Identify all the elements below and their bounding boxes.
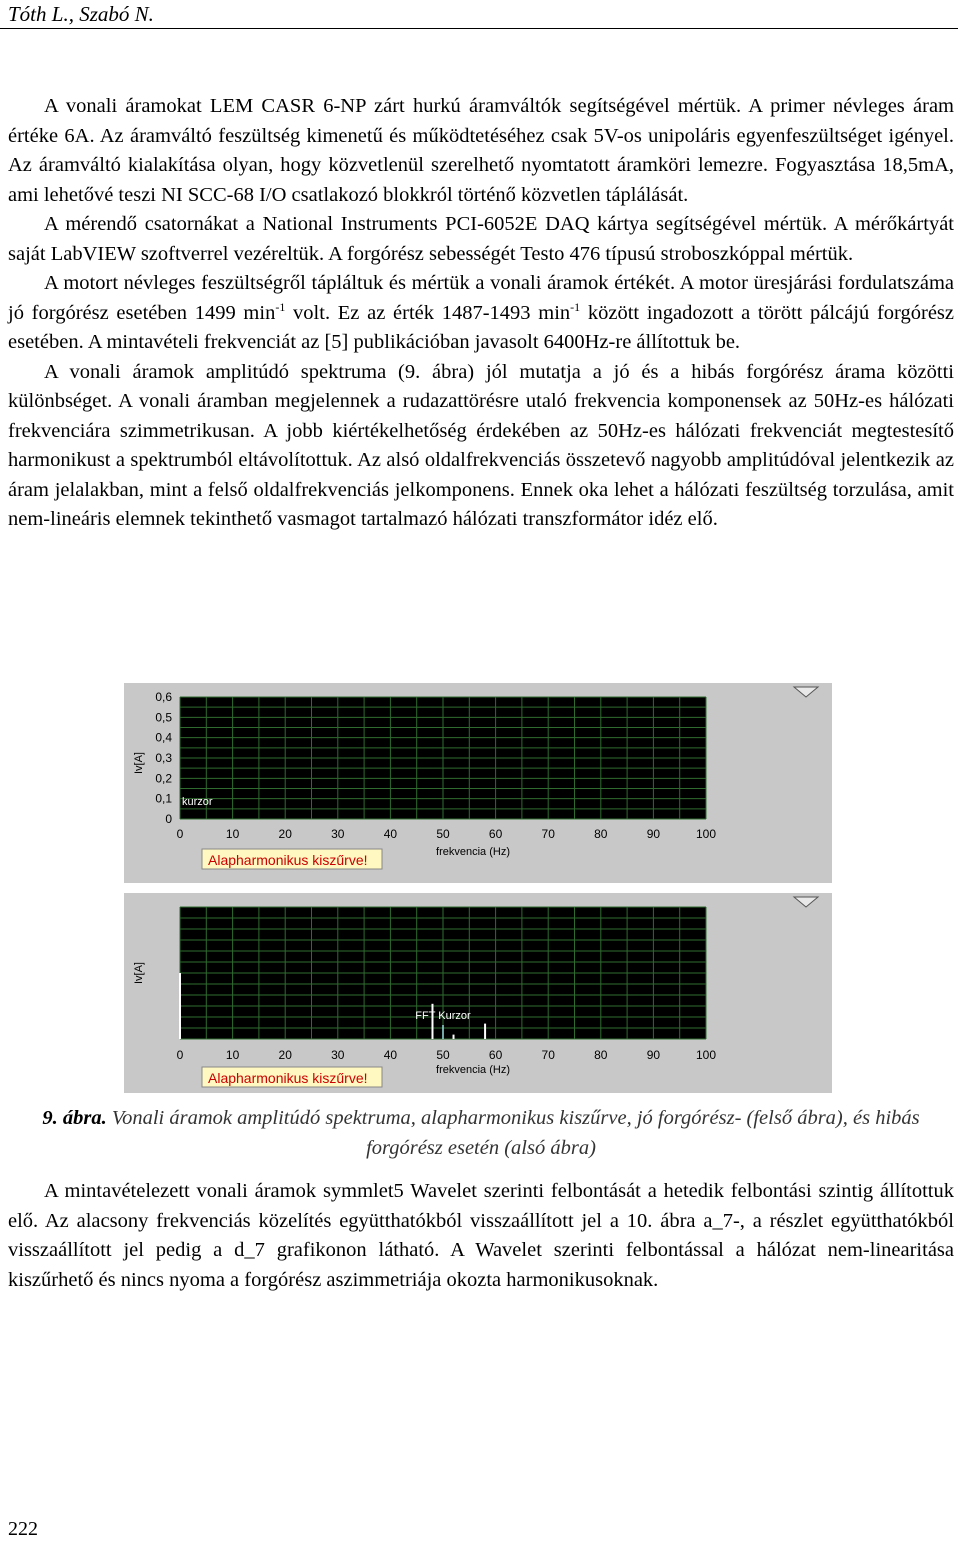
paragraph-3: [8, 269, 954, 358]
paragraph-2: A mérendő csatornákat a National Instruments PCI-6052E DAQ kártya segítségével mértük. A mérőkártyát saját LabVIEW szoftverrel vezéreltük. A forgórész sebességét Testo 476 típusú stroboszkóppal mértük.: [8, 213, 954, 265]
cursor-label: FFT Kurzor: [415, 1010, 471, 1022]
x-tick-label: 30: [331, 1048, 345, 1062]
superscript-2: -1: [570, 299, 581, 314]
x-tick-label: 80: [594, 1048, 608, 1062]
x-axis-label: frekvencia (Hz): [436, 1064, 510, 1076]
x-tick-label: 20: [278, 827, 292, 841]
x-tick-label: 50: [436, 1048, 450, 1062]
body-text-top: [8, 92, 954, 535]
caption-text: Vonali áramok amplitúdó spektruma, alapharmonikus kiszűrve, jó forgórész- (felső ábra), és hibás forgórész esetén (alsó ábra): [111, 1107, 920, 1159]
running-header: Tóth L., Szabó N.: [8, 2, 154, 26]
x-tick-label: 100: [695, 1048, 717, 1062]
x-tick-label: 60: [488, 827, 503, 841]
superscript-1: -1: [275, 299, 286, 314]
warning-text: Alapharmonikus kiszűrve!: [208, 852, 368, 868]
page-number: 222: [8, 1518, 38, 1540]
figure-caption: [8, 1103, 954, 1163]
header-rule: [0, 28, 958, 29]
caption-label: 9. ábra.: [42, 1107, 107, 1129]
x-tick-label: 10: [225, 1048, 240, 1062]
x-tick-label: 50: [436, 827, 450, 841]
y-tick-label: 0,6: [155, 690, 172, 704]
warning-text: Alapharmonikus kiszűrve!: [208, 1070, 368, 1086]
x-tick-label: 10: [225, 827, 240, 841]
y-tick-label: 0,4: [155, 730, 172, 745]
y-tick-label: 0,1: [155, 791, 172, 806]
body-text-bottom: [8, 1177, 954, 1295]
x-tick-label: 0: [176, 827, 184, 841]
y-tick-label: 0: [165, 812, 172, 826]
x-tick-label: 70: [541, 827, 555, 841]
paragraph-1: A vonali áramokat LEM CASR 6-NP zárt hurkú áramváltók segítségével mértük. A primer névleges áram értéke 6A. Az áramváltó feszültség kimenetű és működtetéséhez csak 5V-os unipoláris egyenfeszültséget igényel. Az áramváltó kialakítása olyan, hogy közvetlenül szerelhető nyomtatott áramköri lemezre. Fogyasztása 18,5mA, ami lehetővé teszi NI SCC-68 I/O csatlakozó blokkról történő közvetlen táplálását.: [8, 95, 954, 206]
x-axis-label: frekvencia (Hz): [436, 846, 510, 858]
paragraph-3-part-b: volt. Ez az érték 1487-1493 min: [285, 301, 571, 324]
x-tick-label: 30: [331, 827, 345, 841]
x-tick-label: 60: [488, 1048, 503, 1062]
x-tick-label: 90: [646, 1048, 661, 1062]
x-tick-label: 100: [695, 827, 717, 841]
figure-9: [124, 683, 832, 1101]
y-tick-label: 0,5: [155, 710, 172, 725]
x-tick-label: 20: [278, 1048, 292, 1062]
cursor-label: kurzor: [182, 796, 213, 808]
x-tick-label: 70: [541, 1048, 555, 1062]
y-axis-label: Iv[A]: [133, 961, 145, 985]
paragraph-3-part-a: A motort névleges feszültségről tápláltuk és mértük a vonali áramok értékét. A motor üresjárási fordulatszáma jó forgórész esetében 1499 min: [8, 272, 954, 324]
spectrum-figure: [124, 683, 832, 1101]
y-axis-label: Iv[A]: [133, 751, 145, 775]
paragraph-3-part-c: között ingadozott a törött pálcájú forgórész esetében. A mintavételi frekvenciát az [5] publikációban javasolt 6400Hz-re állítottuk be.: [8, 301, 954, 353]
x-tick-label: 40: [383, 1048, 398, 1062]
y-tick-label: 0,3: [155, 751, 172, 765]
y-tick-label: 0,2: [155, 771, 172, 786]
paragraph-4: A vonali áramok amplitúdó spektruma (9. ábra) jól mutatja a jó és a hibás forgórész árama közötti különbséget. A vonali áramban megjelennek a rudazattörésre utaló frekvencia komponensek az 50Hz-es hálózati frekvenciára szimmetrikusan. A jobb kiértékelhetőség érdekében az 50Hz-es hálózati frekvenciát megtestesítő harmonikust a spektrumból eltávolítottuk. Az alsó oldalfrekvenciás összetevő nagyobb amplitúdóval jelentkezik az áram jelalakban, mint a felső oldalfrekvenciás jelkomponens. Ennek oka lehet a hálózati feszültség torzulása, amit nem-lineáris elemnek tekinthető vasmagot tartalmazó hálózati transzformátor idéz elő.: [8, 360, 954, 530]
x-tick-label: 0: [176, 1048, 184, 1062]
x-tick-label: 90: [646, 827, 661, 841]
x-tick-label: 80: [594, 827, 608, 841]
x-tick-label: 40: [383, 827, 398, 841]
paragraph-5: A mintavételezett vonali áramok symmlet5 Wavelet szerinti felbontását a hetedik felbontási szintig állítottuk elő. Az alacsony frekvenciás közelítés együtthatókból visszaállított jel a 10. ábra a_7-, a részlet együtthatókból visszaállított jel pedig a d_7 grafikonon látható. A Wavelet szerinti felbontással a hálózat nem-linearitása kiszűrhető és nincs nyoma a forgórész aszimmetriája okozta harmonikusoknak.: [8, 1180, 954, 1291]
